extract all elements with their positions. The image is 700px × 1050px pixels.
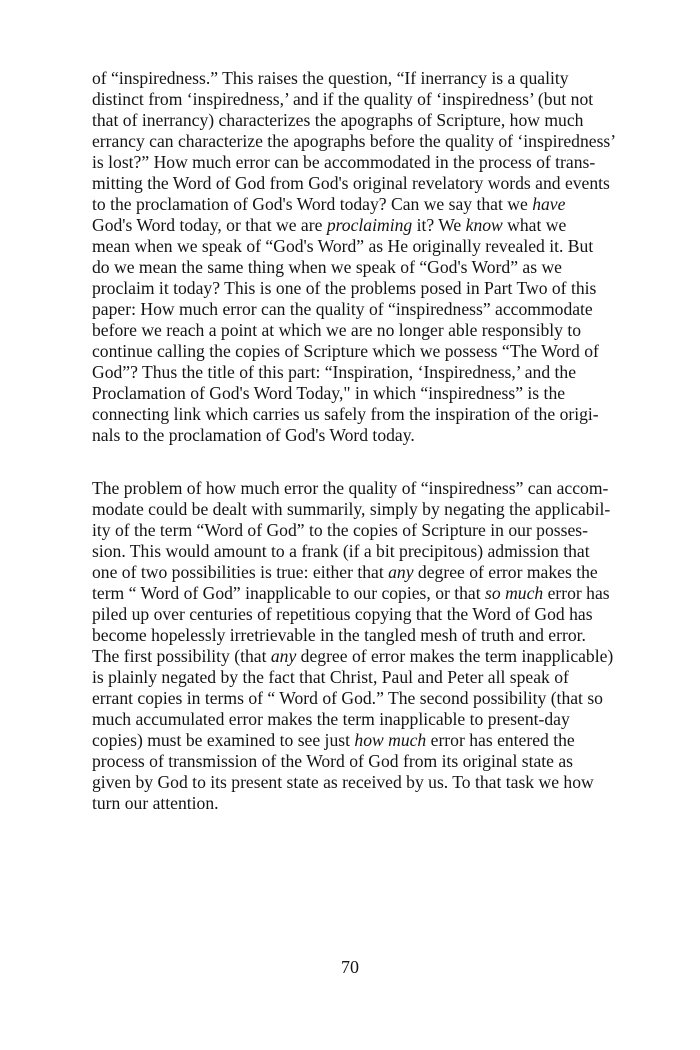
text-segment: mitting the Word of God from God's original revelatory words and events [92, 173, 610, 193]
page-number: 70 [341, 957, 359, 977]
italic-text: any [270, 646, 297, 666]
text-segment: errant copies in terms of “ Word of God.” The second possibility (that so [92, 688, 603, 708]
text-segment: piled up over centuries of repetitious copying that the Word of God has [92, 604, 593, 624]
text-line [92, 152, 644, 173]
text-line [92, 383, 644, 404]
italic-text: proclaiming [326, 215, 413, 235]
text-segment: The first possibility (that [92, 646, 271, 666]
text-line [92, 341, 644, 362]
text-segment: much accumulated error makes the term inapplicable to present-day [92, 709, 570, 729]
text-segment: proclaim it today? This is one of the problems posed in Part Two of this [92, 278, 597, 298]
text-segment: what we [502, 215, 567, 235]
text-line [92, 257, 644, 278]
text-segment: error has entered the [426, 730, 575, 750]
italic-text: any [388, 562, 414, 582]
text-line [92, 278, 644, 299]
text-segment: given by God to its present state as received by us. To that task we how [92, 772, 594, 792]
text-line [92, 541, 644, 562]
text-segment: degree of error makes the [413, 562, 598, 582]
text-segment: of “inspiredness.” This raises the question, “If inerrancy is a quality [92, 68, 569, 88]
text-segment: modate could be dealt with summarily, simply by negating the applicabil- [92, 499, 611, 519]
italic-text: how much [354, 730, 427, 750]
text-line [92, 499, 644, 520]
text-segment: Proclamation of God's Word Today," in which “inspiredness” is the [92, 383, 566, 403]
text-segment: mean when we speak of “God's Word” as He originally revealed it. But [92, 236, 594, 256]
text-segment: connecting link which carries us safely from the inspiration of the origi- [92, 404, 599, 424]
text-segment: process of transmission of the Word of God from its original state as [92, 751, 574, 771]
italic-text: have [532, 194, 566, 214]
text-line [92, 604, 644, 625]
text-segment: paper: How much error can the quality of “inspiredness” accommodate [92, 299, 593, 319]
paragraph-2 [92, 478, 644, 814]
text-segment: God”? Thus the title of this part: “Inspiration, ‘Inspiredness,’ and the [92, 362, 577, 382]
text-segment: become hopelessly irretrievable in the tangled mesh of truth and error. [92, 625, 586, 645]
text-line [92, 520, 644, 541]
text-line [92, 173, 644, 194]
text-segment: do we mean the same thing when we speak of “God's Word” as we [92, 257, 562, 277]
text-line [92, 478, 644, 499]
text-line [92, 320, 644, 341]
text-line [92, 131, 644, 152]
paragraph-1 [92, 68, 644, 446]
text-line [92, 646, 644, 667]
text-line [92, 751, 644, 772]
italic-text: know [465, 215, 503, 235]
text-segment: is lost?” How much error can be accommodated in the process of trans- [92, 152, 596, 172]
text-line [92, 68, 644, 89]
text-line [92, 793, 644, 814]
text-segment: distinct from ‘inspiredness,’ and if the quality of ‘inspiredness’ (but not [92, 89, 594, 109]
text-line [92, 562, 644, 583]
text-line [92, 425, 644, 446]
text-segment: degree of error makes the term inapplicable) [296, 646, 614, 666]
text-segment: it? We [412, 215, 466, 235]
text-line [92, 709, 644, 730]
text-segment: is plainly negated by the fact that Christ, Paul and Peter all speak of [92, 667, 569, 687]
text-line [92, 772, 644, 793]
text-line [92, 404, 644, 425]
text-segment: to the proclamation of God's Word today? Can we say that we [92, 194, 533, 214]
text-line [92, 730, 644, 751]
text-segment: that of inerrancy) characterizes the apographs of Scripture, how much [92, 110, 584, 130]
italic-text: so much [485, 583, 544, 603]
text-line [92, 667, 644, 688]
text-segment: term “ Word of God” inapplicable to our copies, or that [92, 583, 486, 603]
text-line [92, 625, 644, 646]
text-line [92, 583, 644, 604]
text-line [92, 362, 644, 383]
text-line [92, 215, 644, 236]
text-segment: errancy can characterize the apographs before the quality of ‘inspiredness’ [92, 131, 617, 151]
text-segment: sion. This would amount to a frank (if a bit precipitous) admission that [92, 541, 590, 561]
text-line [92, 89, 644, 110]
text-line [92, 194, 644, 215]
text-segment: before we reach a point at which we are no longer able responsibly to [92, 320, 582, 340]
text-segment: copies) must be examined to see just [92, 730, 355, 750]
text-segment: one of two possibilities is true: either that [92, 562, 389, 582]
text-segment: ity of the term “Word of God” to the copies of Scripture in our posses- [92, 520, 588, 540]
text-segment: nals to the proclamation of God's Word today. [92, 425, 415, 445]
text-line [92, 688, 644, 709]
text-segment: The problem of how much error the quality of “inspiredness” can accom- [92, 478, 609, 498]
text-segment: error has [543, 583, 610, 603]
text-line [92, 299, 644, 320]
text-line [92, 236, 644, 257]
text-line [92, 110, 644, 131]
text-segment: continue calling the copies of Scripture which we possess “The Word of [92, 341, 599, 361]
text-segment: God's Word today, or that we are [92, 215, 327, 235]
text-segment: turn our attention. [92, 793, 219, 813]
